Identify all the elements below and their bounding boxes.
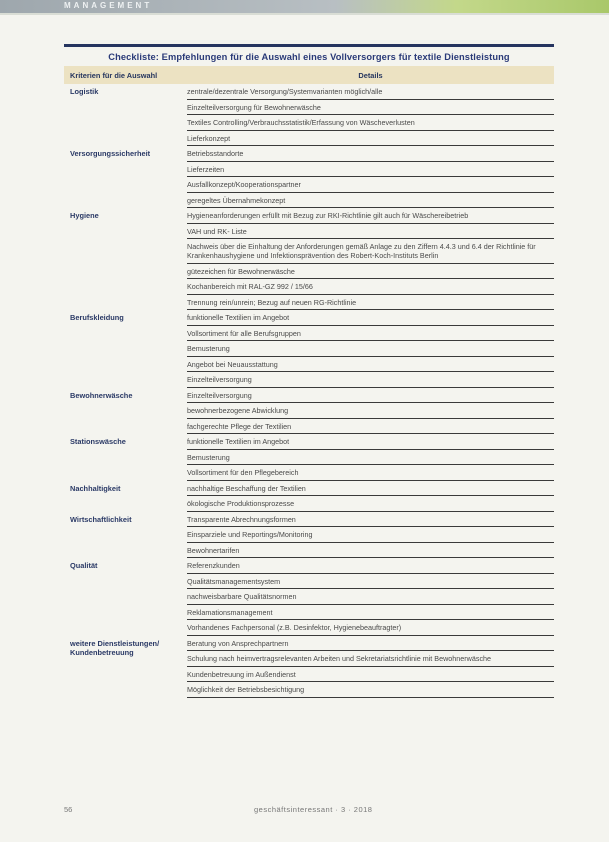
detail-row: Referenzkunden — [187, 558, 554, 574]
detail-row: nachweisbarbare Qualitätsnormen — [187, 589, 554, 605]
table-group — [64, 310, 554, 388]
detail-row: Kochanbereich mit RAL-GZ 992 / 15/66 — [187, 279, 554, 295]
header-criteria: Kriterien für die Auswahl — [70, 70, 158, 80]
criterion-label: Wirtschaftlichkeit — [70, 514, 132, 524]
table-group — [64, 512, 554, 559]
detail-row: Vollsortiment für den Pflegebereich — [187, 465, 554, 481]
detail-row: Bemusterung — [187, 450, 554, 466]
detail-row: zentrale/dezentrale Versorgung/Systemvarianten möglich/alle — [187, 84, 554, 100]
section-header-band — [0, 0, 609, 13]
detail-row: Einzelteilversorgung — [187, 372, 554, 388]
page-number: 56 — [64, 805, 73, 814]
table-group — [64, 388, 554, 435]
detail-row: Qualitätsmanagementsystem — [187, 574, 554, 590]
detail-row: Reklamationsmanagement — [187, 605, 554, 621]
header-divider — [0, 13, 609, 15]
criterion-label: Qualität — [70, 561, 98, 571]
checklist-title: Checkliste: Empfehlungen für die Auswahl eines Vollversorgers für textile Dienstleistung — [108, 52, 510, 62]
detail-row: Beratung von Ansprechpartnern — [187, 636, 554, 652]
details-list — [187, 310, 554, 388]
table-group — [64, 481, 554, 512]
detail-row: VAH und RK- Liste — [187, 224, 554, 240]
criterion-label: Bewohnerwäsche — [70, 390, 133, 400]
detail-row: Transparente Abrechnungsformen — [187, 512, 554, 528]
table-group — [64, 208, 554, 310]
details-list — [187, 146, 554, 208]
table-group — [64, 434, 554, 481]
table-group — [64, 146, 554, 208]
detail-row: Betriebsstandorte — [187, 146, 554, 162]
table-header — [64, 66, 554, 84]
criterion-label: Berufskleidung — [70, 313, 124, 323]
header-details: Details — [358, 70, 383, 80]
detail-row: Textiles Controlling/Verbrauchsstatistik/Erfassung von Wäscheverlusten — [187, 115, 554, 131]
criterion-label: Stationswäsche — [70, 437, 126, 447]
table-group — [64, 636, 554, 698]
details-list — [187, 208, 554, 310]
details-list — [187, 512, 554, 559]
detail-row: Bewohnertarifen — [187, 543, 554, 559]
detail-row: Nachweis über die Einhaltung der Anforderungen gemäß Anlage zu den Ziffern 4.4.3 und 6.4 der Richtlinie für Krankenhaushygiene und Infektionsprävention des Robert-Koch-Instituts Berlin — [187, 239, 554, 264]
detail-row: geregeltes Übernahmekonzept — [187, 193, 554, 209]
details-list — [187, 84, 554, 146]
detail-row: Kundenbetreuung im Außendienst — [187, 667, 554, 683]
detail-row: ökologische Produktionsprozesse — [187, 496, 554, 512]
detail-row: Möglichkeit der Betriebsbesichtigung — [187, 682, 554, 698]
section-label: MANAGEMENT — [64, 1, 153, 10]
detail-row: funktionelle Textilien im Angebot — [187, 310, 554, 326]
detail-row: Lieferkonzept — [187, 131, 554, 147]
details-list — [187, 481, 554, 512]
detail-row: Bemusterung — [187, 341, 554, 357]
criterion-label: Versorgungssicherheit — [70, 149, 151, 158]
detail-row: Lieferzeiten — [187, 162, 554, 178]
details-list — [187, 558, 554, 636]
criterion-label: Nachhaltigkeit — [70, 483, 121, 493]
detail-row: Vorhandenes Fachpersonal (z.B. Desinfektor, Hygienebeauftragter) — [187, 620, 554, 636]
detail-row: funktionelle Textilien im Angebot — [187, 434, 554, 450]
magazine-name: geschäftsinteressant · 3 · 2018 — [254, 805, 373, 814]
detail-row: Einzelteilversorgung für Bewohnerwäsche — [187, 100, 554, 116]
table-group — [64, 558, 554, 636]
details-list — [187, 388, 554, 435]
criterion-label: Hygiene — [70, 211, 99, 220]
table-group — [64, 84, 554, 146]
detail-row: Einsparziele und Reportings/Monitoring — [187, 527, 554, 543]
detail-row: Ausfallkonzept/Kooperationspartner — [187, 177, 554, 193]
detail-row: Hygieneanforderungen erfüllt mit Bezug zur RKI-Richtlinie gilt auch für Wäschereibetrieb — [187, 208, 554, 224]
table-body — [64, 84, 554, 698]
detail-row: Einzelteilversorgung — [187, 388, 554, 404]
detail-row: gütezeichen für Bewohnerwäsche — [187, 264, 554, 280]
detail-row: bewohnerbezogene Abwicklung — [187, 403, 554, 419]
checklist-table — [64, 44, 554, 698]
criterion-label: weitere Dienstleistungen/ Kundenbetreuung — [70, 638, 160, 658]
detail-row: Vollsortiment für alle Berufsgruppen — [187, 326, 554, 342]
detail-row: Schulung nach heimvertragsrelevanten Arbeiten und Sekretariatsrichtlinie mit Bewohnerwäsche — [187, 651, 554, 667]
detail-row: Trennung rein/unrein; Bezug auf neuen RG-Richtlinie — [187, 295, 554, 311]
details-list — [187, 434, 554, 481]
details-list — [187, 636, 554, 698]
criterion-label: Logistik — [70, 87, 99, 96]
detail-row: nachhaltige Beschaffung der Textilien — [187, 481, 554, 497]
detail-row: Angebot bei Neuausstattung — [187, 357, 554, 373]
detail-row: fachgerechte Pflege der Textilien — [187, 419, 554, 435]
